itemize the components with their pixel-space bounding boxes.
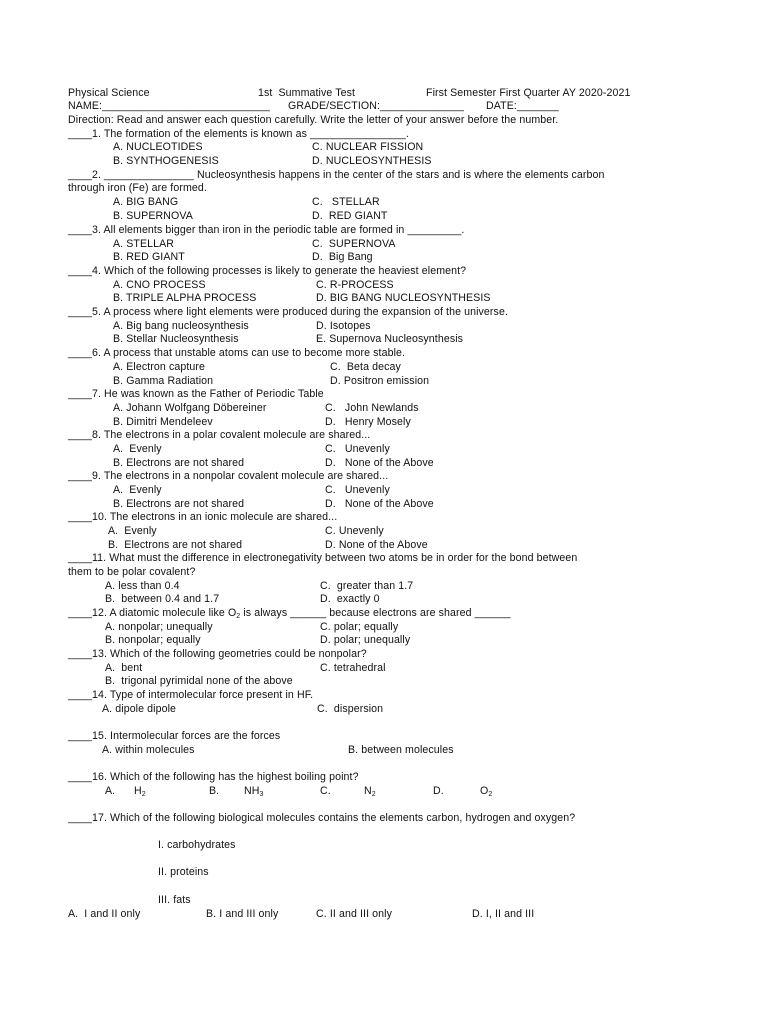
question-14: ____14. Type of intermolecular force present in HF.: [68, 689, 314, 701]
q1-option-d: D. NUCLEOSYNTHESIS: [312, 155, 432, 167]
q13-option-a: A. bent: [105, 662, 143, 674]
q12-option-d: D. polar; unequally: [320, 634, 411, 646]
question-11-cont: them to be polar covalent?: [68, 566, 196, 578]
question-3: ____3. All elements bigger than iron in the periodic table are formed in _________.: [68, 224, 465, 236]
q8-option-a: A. Evenly: [113, 443, 162, 455]
q11-option-c: C. greater than 1.7: [320, 580, 414, 592]
q4-option-b: B. TRIPLE ALPHA PROCESS: [113, 292, 257, 304]
q6-option-a: A. Electron capture: [113, 361, 205, 373]
question-16: ____16. Which of the following has the highest boiling point?: [68, 771, 359, 783]
q12-option-b: B. nonpolar; equally: [105, 634, 201, 646]
q9-option-d: D. None of the Above: [325, 498, 434, 510]
question-1: ____1. The formation of the elements is known as ________________.: [68, 128, 409, 140]
q13-option-b: B. trigonal pyrimidal none of the above: [105, 675, 293, 687]
q7-option-d: D. Henry Mosely: [325, 416, 411, 428]
q13-option-c: C. tetrahedral: [320, 662, 386, 674]
q17-item-i: I. carbohydrates: [158, 839, 236, 851]
q6-option-c: C. Beta decay: [330, 361, 401, 373]
q8-option-b: B. Electrons are not shared: [113, 457, 245, 469]
q17-option-d: D. I, II and III: [472, 908, 535, 920]
date-field-label: DATE:_______: [486, 100, 559, 112]
q3-option-d: D. Big Bang: [312, 251, 373, 263]
test-title: 1st Summative Test: [258, 87, 356, 99]
q9-option-b: B. Electrons are not shared: [113, 498, 245, 510]
q7-option-b: B. Dimitri Mendeleev: [113, 416, 213, 428]
q11-option-b: B. between 0.4 and 1.7: [105, 593, 220, 605]
q16-option-a: A.: [105, 785, 116, 797]
q1-option-b: B. SYNTHOGENESIS: [113, 155, 219, 167]
question-12: ____12. A diatomic molecule like $O_2$ is always ______ because electrons are shared ______: [68, 607, 511, 620]
q4-option-c: C. R-PROCESS: [316, 279, 394, 291]
q9-option-c: C. Unevenly: [325, 484, 390, 496]
q5-option-b: B. Stellar Nucleosynthesis: [113, 333, 239, 345]
q7-option-a: A. Johann Wolfgang Döbereiner: [113, 402, 267, 414]
q2-option-d: D. RED GIANT: [312, 210, 388, 222]
q4-option-a: A. CNO PROCESS: [113, 279, 206, 291]
question-11: ____11. What must the difference in electronegativity between two atoms be in order for the bond between: [68, 552, 578, 564]
q14-option-a: A. dipole dipole: [102, 703, 177, 715]
question-4: ____4. Which of the following processes is likely to generate the heaviest element?: [68, 265, 467, 277]
q3-option-c: C. SUPERNOVA: [312, 238, 396, 250]
q15-option-a: A. within molecules: [102, 744, 195, 756]
q17-option-b: B. I and III only: [206, 908, 279, 920]
subject-title: Physical Science: [68, 87, 150, 99]
q2-option-b: B. SUPERNOVA: [113, 210, 193, 222]
q16-option-d-formula: $O_2$: [480, 785, 493, 798]
q5-option-a: A. Big bang nucleosynthesis: [113, 320, 249, 332]
q14-option-c: C. dispersion: [317, 703, 384, 715]
question-6: ____6. A process that unstable atoms can use to become more stable.: [68, 347, 406, 359]
q10-option-c: C. Unevenly: [325, 525, 384, 537]
question-10: ____10. The electrons in an ionic molecule are shared...: [68, 511, 338, 523]
q8-option-d: D. None of the Above: [325, 457, 434, 469]
q16-option-c-formula: $N_2$: [364, 785, 376, 798]
q7-option-c: C. John Newlands: [325, 402, 419, 414]
question-7: ____7. He was known as the Father of Periodic Table: [68, 388, 324, 400]
question-13: ____13. Which of the following geometries could be nonpolar?: [68, 648, 367, 660]
q12-option-a: A. nonpolar; unequally: [105, 621, 213, 633]
question-5: ____5. A process where light elements were produced during the expansion of the universe.: [68, 306, 508, 318]
q11-option-a: A. less than 0.4: [105, 580, 180, 592]
q8-option-c: C. Unevenly: [325, 443, 390, 455]
q17-option-c: C. II and III only: [316, 908, 392, 920]
q3-option-a: A. STELLAR: [113, 238, 175, 250]
q17-item-iii: III. fats: [158, 894, 191, 906]
q16-option-b-formula: $NH_3$: [244, 785, 264, 798]
q11-option-d: D. exactly 0: [320, 593, 380, 605]
term-title: First Semester First Quarter AY 2020-2021: [426, 87, 631, 99]
q5-option-c: D. Isotopes: [316, 320, 371, 332]
q4-option-d: D. BIG BANG NUCLEOSYNTHESIS: [316, 292, 491, 304]
q6-option-d: D. Positron emission: [330, 375, 430, 387]
q3-option-b: B. RED GIANT: [113, 251, 185, 263]
name-field-label: NAME:____________________________: [68, 100, 270, 112]
question-8: ____8. The electrons in a polar covalent molecule are shared...: [68, 429, 371, 441]
q16-option-a-formula: $H_2$: [134, 785, 146, 798]
question-9: ____9. The electrons in a nonpolar covalent molecule are shared...: [68, 470, 389, 482]
q2-option-c: C. STELLAR: [312, 196, 380, 208]
q1-option-c: C. NUCLEAR FISSION: [312, 141, 424, 153]
q16-option-b: B.: [209, 785, 220, 797]
q6-option-b: B. Gamma Radiation: [113, 375, 214, 387]
q10-option-a: A. Evenly: [108, 525, 157, 537]
question-15: ____15. Intermolecular forces are the forces: [68, 730, 281, 742]
q17-option-a: A. I and II only: [68, 908, 141, 920]
directions: Direction: Read and answer each question carefully. Write the letter of your answer before the number.: [68, 114, 559, 126]
question-2: ____2. _______________ Nucleosynthesis happens in the center of the stars and is where the elements carbon: [68, 169, 605, 181]
q1-option-a: A. NUCLEOTIDES: [113, 141, 203, 153]
q5-option-d: E. Supernova Nucleosynthesis: [316, 333, 464, 345]
q15-option-b: B. between molecules: [348, 744, 454, 756]
q17-item-ii: II. proteins: [158, 866, 209, 878]
question-2-cont: through iron (Fe) are formed.: [68, 182, 207, 194]
q12-option-c: C. polar; equally: [320, 621, 399, 633]
q10-option-b: B. Electrons are not shared: [108, 539, 243, 551]
q9-option-a: A. Evenly: [113, 484, 162, 496]
q2-option-a: A. BIG BANG: [113, 196, 179, 208]
question-17: ____17. Which of the following biological molecules contains the elements carbon, hydrogen and oxygen?: [68, 812, 576, 824]
grade-field-label: GRADE/SECTION:______________: [288, 100, 464, 112]
q16-option-d: D.: [433, 785, 444, 797]
q10-option-d: D. None of the Above: [325, 539, 428, 551]
q16-option-c: C.: [320, 785, 331, 797]
